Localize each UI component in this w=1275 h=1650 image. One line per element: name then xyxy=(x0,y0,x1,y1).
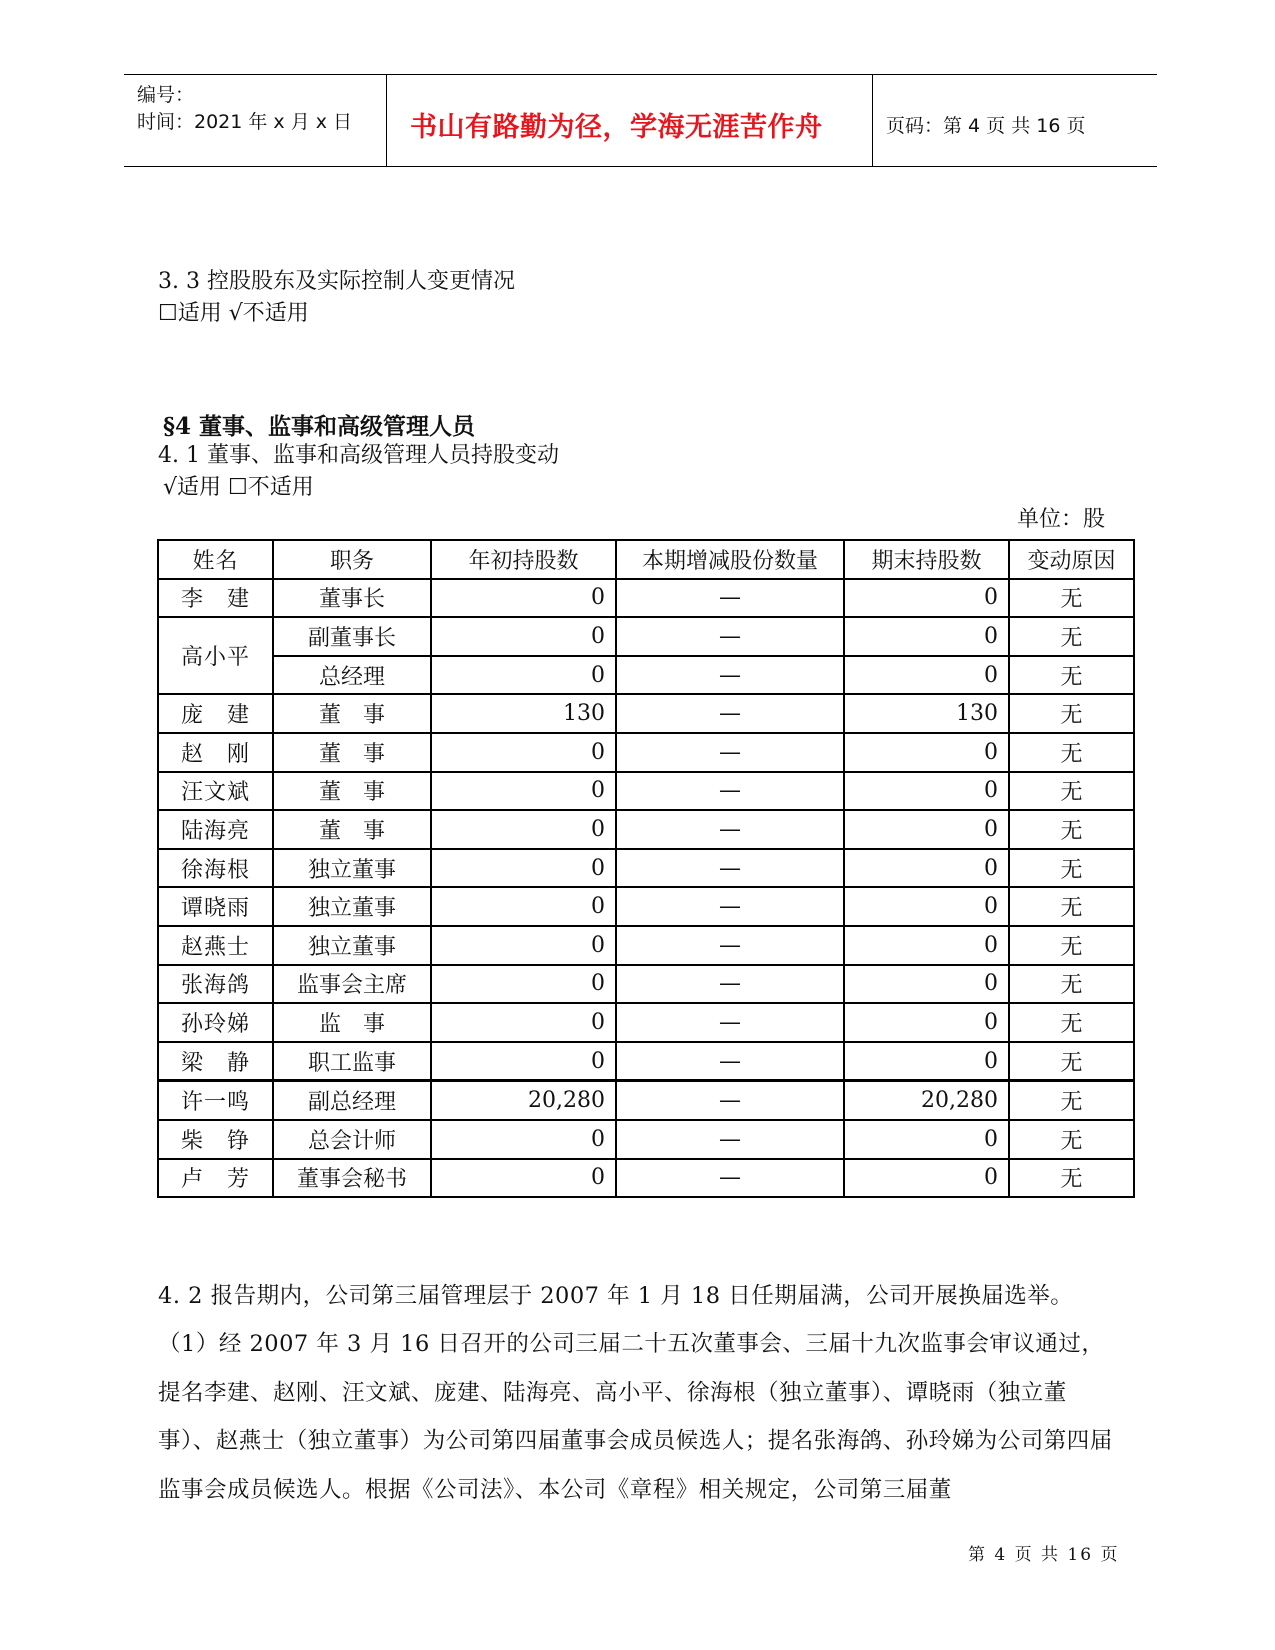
table-row xyxy=(158,849,1134,888)
cell-reason: 无 xyxy=(1009,694,1134,733)
unit-label: 单位：股 xyxy=(1017,507,1106,532)
section-4-heading: §4 董事、监事和高级管理人员 xyxy=(163,413,476,440)
table-row xyxy=(158,1003,1134,1042)
cell-change: — xyxy=(616,772,844,811)
cell-role: 董事会秘书 xyxy=(273,1159,431,1198)
cell-start-shares: 0 xyxy=(431,1003,616,1042)
header-bottom-rule xyxy=(124,166,1157,167)
col-header-role: 职务 xyxy=(273,540,431,579)
cell-reason: 无 xyxy=(1009,810,1134,849)
cell-role: 总会计师 xyxy=(273,1120,431,1159)
cell-role: 董事长 xyxy=(273,579,431,618)
cell-end-shares: 0 xyxy=(844,1159,1009,1198)
cell-reason: 无 xyxy=(1009,1081,1134,1120)
table-row xyxy=(158,694,1134,733)
cell-start-shares: 0 xyxy=(431,887,616,926)
col-header-end-shares: 期末持股数 xyxy=(844,540,1009,579)
table-row xyxy=(158,1042,1134,1081)
cell-end-shares: 0 xyxy=(844,1003,1009,1042)
table-row xyxy=(158,579,1134,618)
doc-number-label: 编号： xyxy=(137,84,195,106)
cell-change: — xyxy=(616,926,844,965)
cell-end-shares: 20,280 xyxy=(844,1081,1009,1120)
header-motto: 书山有路勤为径，学海无涯苦作舟 xyxy=(410,112,823,143)
col-header-reason: 变动原因 xyxy=(1009,540,1134,579)
cell-role: 监事会主席 xyxy=(273,965,431,1004)
section-4-2-paragraph: （1）经 2007 年 3 月 16 日召开的公司三届二十五次董事会、三届十九次监事会审议通过，提名李建、赵刚、汪文斌、庞建、陆海亮、高小平、徐海根（独立董事）、谭晓雨（独立董事）、赵燕士（独立董事）为公司第四届董事会成员候选人；提名张海鸽、孙玲娣为公司第四届监事会成员候选人。根据《公司法》、本公司《章程》相关规定，公司第三届董 xyxy=(158,1331,1113,1503)
cell-role: 独立董事 xyxy=(273,926,431,965)
cell-change: — xyxy=(616,617,844,656)
cell-reason: 无 xyxy=(1009,849,1134,888)
table-row xyxy=(158,1159,1134,1198)
cell-reason: 无 xyxy=(1009,772,1134,811)
col-header-name: 姓名 xyxy=(158,540,273,579)
cell-reason: 无 xyxy=(1009,1003,1134,1042)
cell-role: 独立董事 xyxy=(273,849,431,888)
cell-start-shares: 0 xyxy=(431,617,616,656)
cell-end-shares: 0 xyxy=(844,579,1009,618)
cell-change: — xyxy=(616,1042,844,1081)
cell-role: 副董事长 xyxy=(273,617,431,656)
table-row xyxy=(158,617,1134,656)
cell-name: 许一鸣 xyxy=(158,1081,273,1120)
cell-role: 副总经理 xyxy=(273,1081,431,1120)
table-row xyxy=(158,887,1134,926)
holdings-table xyxy=(157,539,1135,1198)
cell-start-shares: 0 xyxy=(431,810,616,849)
section-4-1-options: √适用 ☐不适用 xyxy=(163,475,314,500)
cell-end-shares: 0 xyxy=(844,733,1009,772)
cell-start-shares: 0 xyxy=(431,733,616,772)
cell-start-shares: 130 xyxy=(431,694,616,733)
cell-role: 董 事 xyxy=(273,694,431,733)
time-label: 时间：2021 年 x 月 x 日 xyxy=(137,111,353,133)
cell-end-shares: 0 xyxy=(844,1042,1009,1081)
section-4-1-subtitle: 4. 1 董事、监事和高级管理人员持股变动 xyxy=(158,443,559,468)
header-divider-left xyxy=(386,75,387,167)
cell-name: 赵燕士 xyxy=(158,926,273,965)
footer-page-number: 第 4 页 共 16 页 xyxy=(968,1545,1120,1565)
section-3-3-options: ☐适用 √不适用 xyxy=(158,301,309,326)
table-row xyxy=(158,733,1134,772)
table-row xyxy=(158,772,1134,811)
header-page-label: 页码：第 4 页 共 16 页 xyxy=(886,115,1086,137)
cell-start-shares: 0 xyxy=(431,1120,616,1159)
cell-change: — xyxy=(616,733,844,772)
col-header-change: 本期增减股份数量 xyxy=(616,540,844,579)
cell-name: 孙玲娣 xyxy=(158,1003,273,1042)
cell-reason: 无 xyxy=(1009,579,1134,618)
table-row xyxy=(158,926,1134,965)
cell-start-shares: 0 xyxy=(431,849,616,888)
cell-reason: 无 xyxy=(1009,1159,1134,1198)
cell-role: 董 事 xyxy=(273,733,431,772)
cell-end-shares: 0 xyxy=(844,656,1009,695)
table-row xyxy=(158,1120,1134,1159)
cell-start-shares: 0 xyxy=(431,656,616,695)
cell-change: — xyxy=(616,656,844,695)
cell-role: 监 事 xyxy=(273,1003,431,1042)
header-top-rule xyxy=(124,74,1157,75)
header-divider-right xyxy=(872,75,873,167)
cell-name: 李 建 xyxy=(158,579,273,618)
cell-start-shares: 20,280 xyxy=(431,1081,616,1120)
cell-name: 徐海根 xyxy=(158,849,273,888)
cell-start-shares: 0 xyxy=(431,1159,616,1198)
cell-role: 董 事 xyxy=(273,772,431,811)
cell-start-shares: 0 xyxy=(431,1042,616,1081)
cell-end-shares: 0 xyxy=(844,926,1009,965)
cell-role: 总经理 xyxy=(273,656,431,695)
cell-change: — xyxy=(616,810,844,849)
cell-reason: 无 xyxy=(1009,926,1134,965)
table-header-row xyxy=(158,540,1134,579)
table-row xyxy=(158,965,1134,1004)
cell-start-shares: 0 xyxy=(431,926,616,965)
cell-change: — xyxy=(616,849,844,888)
cell-change: — xyxy=(616,1003,844,1042)
cell-name: 庞 建 xyxy=(158,694,273,733)
table-row xyxy=(158,1081,1134,1120)
section-4-2-intro: 4. 2 报告期内，公司第三届管理层于 2007 年 1 月 18 日任期届满，公司开展换届选举。 xyxy=(158,1283,1074,1309)
cell-reason: 无 xyxy=(1009,965,1134,1004)
cell-name: 卢 芳 xyxy=(158,1159,273,1198)
cell-start-shares: 0 xyxy=(431,772,616,811)
cell-reason: 无 xyxy=(1009,1042,1134,1081)
cell-end-shares: 0 xyxy=(844,1120,1009,1159)
cell-reason: 无 xyxy=(1009,887,1134,926)
cell-start-shares: 0 xyxy=(431,579,616,618)
cell-end-shares: 0 xyxy=(844,849,1009,888)
table-row xyxy=(158,656,1134,695)
cell-change: — xyxy=(616,1120,844,1159)
cell-end-shares: 0 xyxy=(844,965,1009,1004)
cell-change: — xyxy=(616,887,844,926)
cell-change: — xyxy=(616,1081,844,1120)
cell-end-shares: 130 xyxy=(844,694,1009,733)
cell-name: 谭晓雨 xyxy=(158,887,273,926)
cell-name: 赵 刚 xyxy=(158,733,273,772)
cell-role: 董 事 xyxy=(273,810,431,849)
cell-name: 陆海亮 xyxy=(158,810,273,849)
cell-name: 梁 静 xyxy=(158,1042,273,1081)
cell-end-shares: 0 xyxy=(844,772,1009,811)
cell-reason: 无 xyxy=(1009,733,1134,772)
cell-name: 张海鸽 xyxy=(158,965,273,1004)
section-3-3-title: 3. 3 控股股东及实际控制人变更情况 xyxy=(158,269,515,294)
col-header-start-shares: 年初持股数 xyxy=(431,540,616,579)
cell-reason: 无 xyxy=(1009,617,1134,656)
cell-change: — xyxy=(616,694,844,733)
cell-end-shares: 0 xyxy=(844,810,1009,849)
cell-name: 高小平 xyxy=(158,617,273,694)
cell-name: 汪文斌 xyxy=(158,772,273,811)
cell-end-shares: 0 xyxy=(844,887,1009,926)
cell-change: — xyxy=(616,579,844,618)
cell-role: 独立董事 xyxy=(273,887,431,926)
cell-start-shares: 0 xyxy=(431,965,616,1004)
cell-name: 柴 铮 xyxy=(158,1120,273,1159)
cell-change: — xyxy=(616,965,844,1004)
cell-end-shares: 0 xyxy=(844,617,1009,656)
cell-reason: 无 xyxy=(1009,656,1134,695)
cell-change: — xyxy=(616,1159,844,1198)
table-row xyxy=(158,810,1134,849)
cell-reason: 无 xyxy=(1009,1120,1134,1159)
cell-role: 职工监事 xyxy=(273,1042,431,1081)
